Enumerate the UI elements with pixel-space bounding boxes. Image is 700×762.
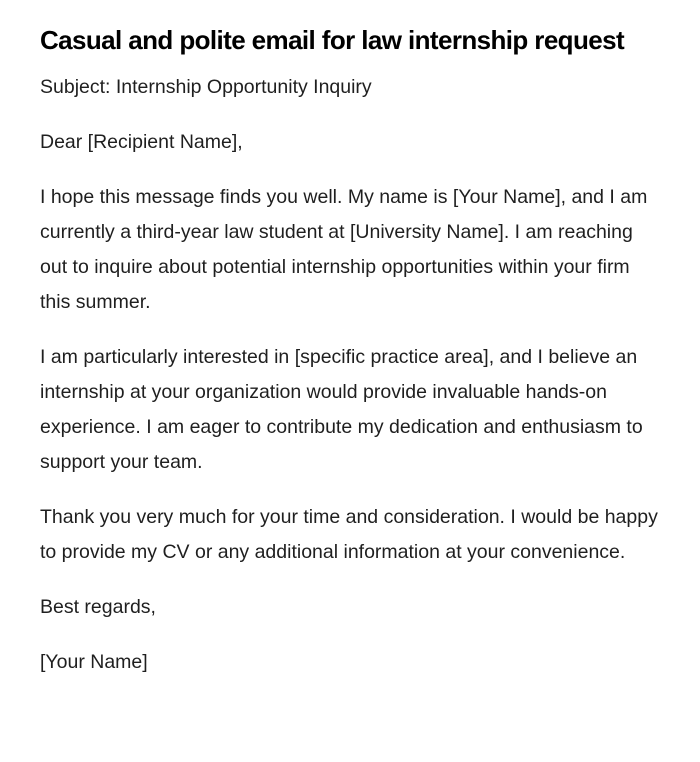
email-document (40, 22, 660, 700)
email-subject: Subject: Internship Opportunity Inquiry (40, 76, 372, 98)
document-title: Casual and polite email for law internship request (40, 25, 625, 55)
email-paragraph-thanks: Thank you very much for your time and consideration. I would be happy to provide my CV or any additional information at your convenience. (40, 506, 658, 563)
email-paragraph-intro: I hope this message finds you well. My name is [Your Name], and I am currently a third-year law student at [University Name]. I am reaching out to inquire about potential internship opportunities within your firm this summer. (40, 186, 648, 313)
email-signature: [Your Name] (40, 651, 148, 673)
email-greeting: Dear [Recipient Name], (40, 131, 243, 153)
email-closing: Best regards, (40, 596, 156, 618)
email-paragraph-interest: I am particularly interested in [specific practice area], and I believe an internship at your organization would provide invaluable hands-on experience. I am eager to contribute my dedication and enthusiasm to support your team. (40, 346, 643, 473)
